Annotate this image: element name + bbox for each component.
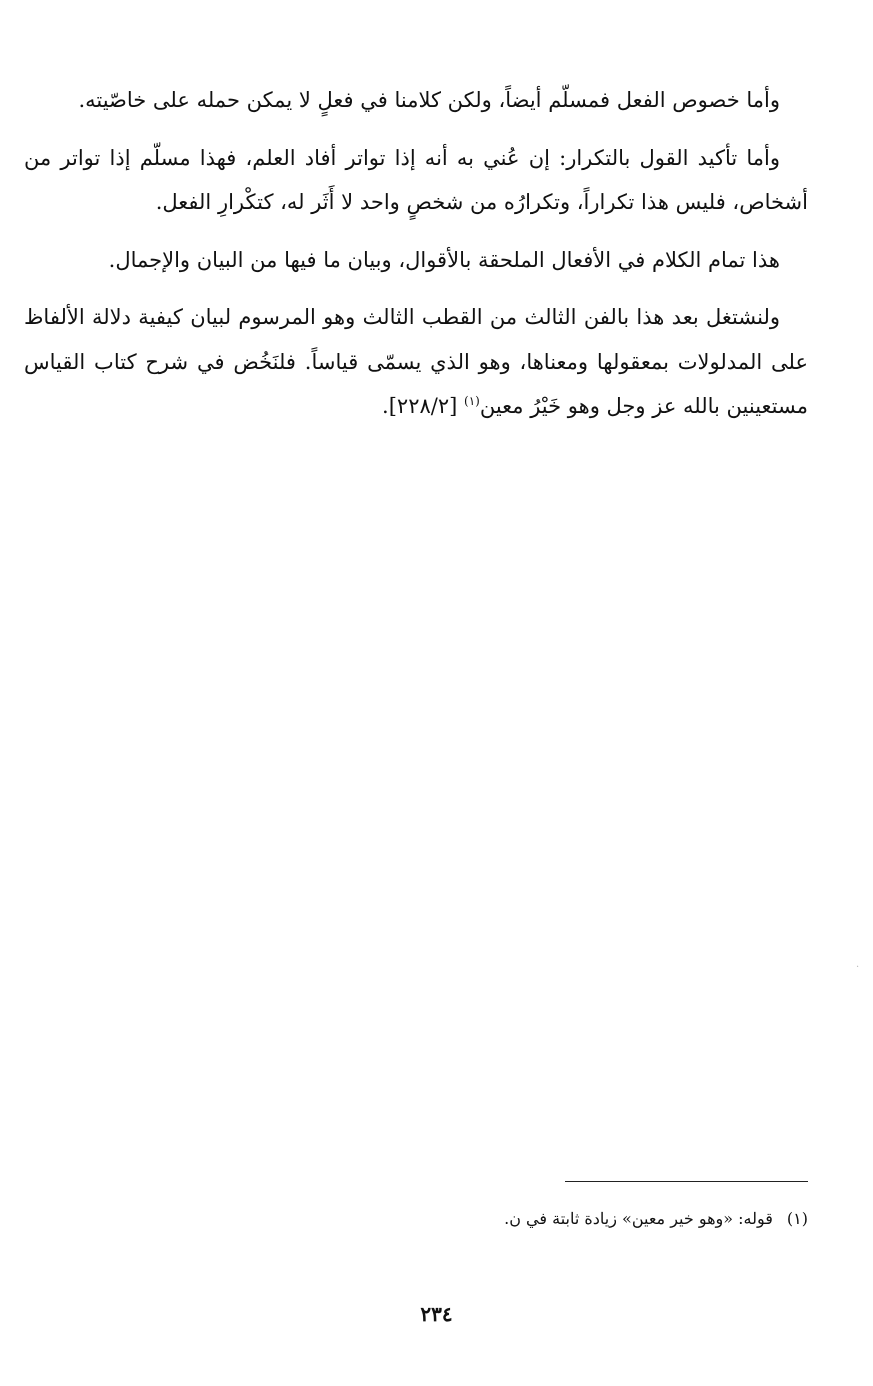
paragraph: وأما خصوص الفعل فمسلّم أيضاً، ولكن كلامنا في فعلٍ لا يمكن حمله على خاصّيته. — [78, 88, 780, 112]
scan-speck: · — [856, 962, 860, 973]
paragraph-text-end: [٢٢٨/٢]. — [382, 394, 464, 418]
main-text — [24, 78, 808, 442]
paragraph-text: ولنشتغل بعد هذا بالفن الثالث من القطب الثالث وهو المرسوم لبيان كيفية دلالة الألفاظ على المدلولات بمعقولها ومعناها، وهو الذي يسمّى قياساً. فلنَخُض في شرح كتاب القياس مستعينين بالله عز وجل وهو خَيْرُ معين — [24, 305, 808, 418]
paragraph: هذا تمام الكلام في الأفعال الملحقة بالأقوال، وبيان ما فيها من البيان والإجمال. — [108, 247, 780, 272]
footnote-divider — [565, 1181, 808, 1182]
footnote-reference: (١) — [464, 394, 480, 408]
footnote-item — [380, 1204, 808, 1234]
footnote-text: قوله: «وهو خير معين» زيادة ثابتة في ن. — [504, 1209, 773, 1228]
page-number: ٢٣٤ — [420, 1302, 453, 1326]
footnotes — [380, 1204, 808, 1234]
footnote-number: (١) — [786, 1209, 808, 1228]
paragraph — [24, 295, 808, 429]
paragraph: وأما تأكيد القول بالتكرار: إن عُني به أنه إذا تواتر أفاد العلم، فهذا مسلّم إذا تواتر من أشخاص، فليس هذا تكراراً، وتكرارُه من شخصٍ واحد لا أَثَر له، كتكْرارِ الفعل. — [24, 145, 808, 214]
